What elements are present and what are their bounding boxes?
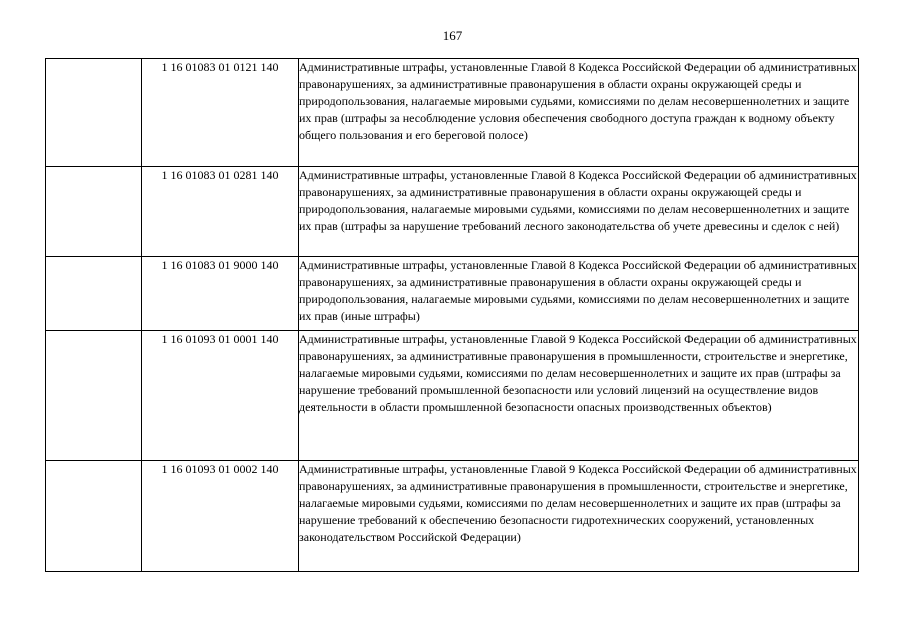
page-number: 167 xyxy=(442,28,463,43)
table-row xyxy=(46,167,859,257)
budget-code-cell: 1 16 01093 01 0001 140 xyxy=(142,331,299,461)
description-cell: Административные штрафы, установленные Главой 9 Кодекса Российской Федерации об административных правонарушениях, за административные правонарушения в промышленности, строительстве и энергетике, налагаемые мировыми судьями, комиссиями по делам несовершеннолетних и защите их прав (штрафы за нарушение требований промышленной безопасности или условий лицензий на осуществление видов деятельности в области промышленной безопасности опасных производственных объектов) xyxy=(299,331,859,461)
table-row xyxy=(46,331,859,461)
description-cell: Административные штрафы, установленные Главой 8 Кодекса Российской Федерации об административных правонарушениях, за административные правонарушения в области охраны окружающей среды и природопользования, налагаемые мировыми судьями, комиссиями по делам несовершеннолетних и защите их прав (иные штрафы) xyxy=(299,257,859,331)
empty-cell xyxy=(46,461,142,572)
table-row xyxy=(46,59,859,167)
empty-cell xyxy=(46,167,142,257)
empty-cell xyxy=(46,331,142,461)
budget-code-cell: 1 16 01083 01 0121 140 xyxy=(142,59,299,167)
budget-code-cell: 1 16 01083 01 9000 140 xyxy=(142,257,299,331)
table-row xyxy=(46,461,859,572)
table-row xyxy=(46,257,859,331)
description-cell: Административные штрафы, установленные Главой 8 Кодекса Российской Федерации об административных правонарушениях, за административные правонарушения в области охраны окружающей среды и природопользования, налагаемые мировыми судьями, комиссиями по делам несовершеннолетних и защите их прав (штрафы за нарушение требований лесного законодательства об учете древесины и сделок с ней) xyxy=(299,167,859,257)
empty-cell xyxy=(46,257,142,331)
budget-code-cell: 1 16 01093 01 0002 140 xyxy=(142,461,299,572)
empty-cell xyxy=(46,59,142,167)
description-cell: Административные штрафы, установленные Главой 9 Кодекса Российской Федерации об административных правонарушениях, за административные правонарушения в промышленности, строительстве и энергетике, налагаемые мировыми судьями, комиссиями по делам несовершеннолетних и защите их прав (штрафы за нарушение требований к обеспечению безопасности гидротехнических сооружений, установленных законодательством Российской Федерации) xyxy=(299,461,859,572)
budget-code-cell: 1 16 01083 01 0281 140 xyxy=(142,167,299,257)
budget-code-table xyxy=(45,58,859,572)
description-cell: Административные штрафы, установленные Главой 8 Кодекса Российской Федерации об административных правонарушениях, за административные правонарушения в области охраны окружающей среды и природопользования, налагаемые мировыми судьями, комиссиями по делам несовершеннолетних и защите их прав (штрафы за несоблюдение условия обеспечения свободного доступа граждан к водному объекту общего пользования и его береговой полосе) xyxy=(299,59,859,167)
